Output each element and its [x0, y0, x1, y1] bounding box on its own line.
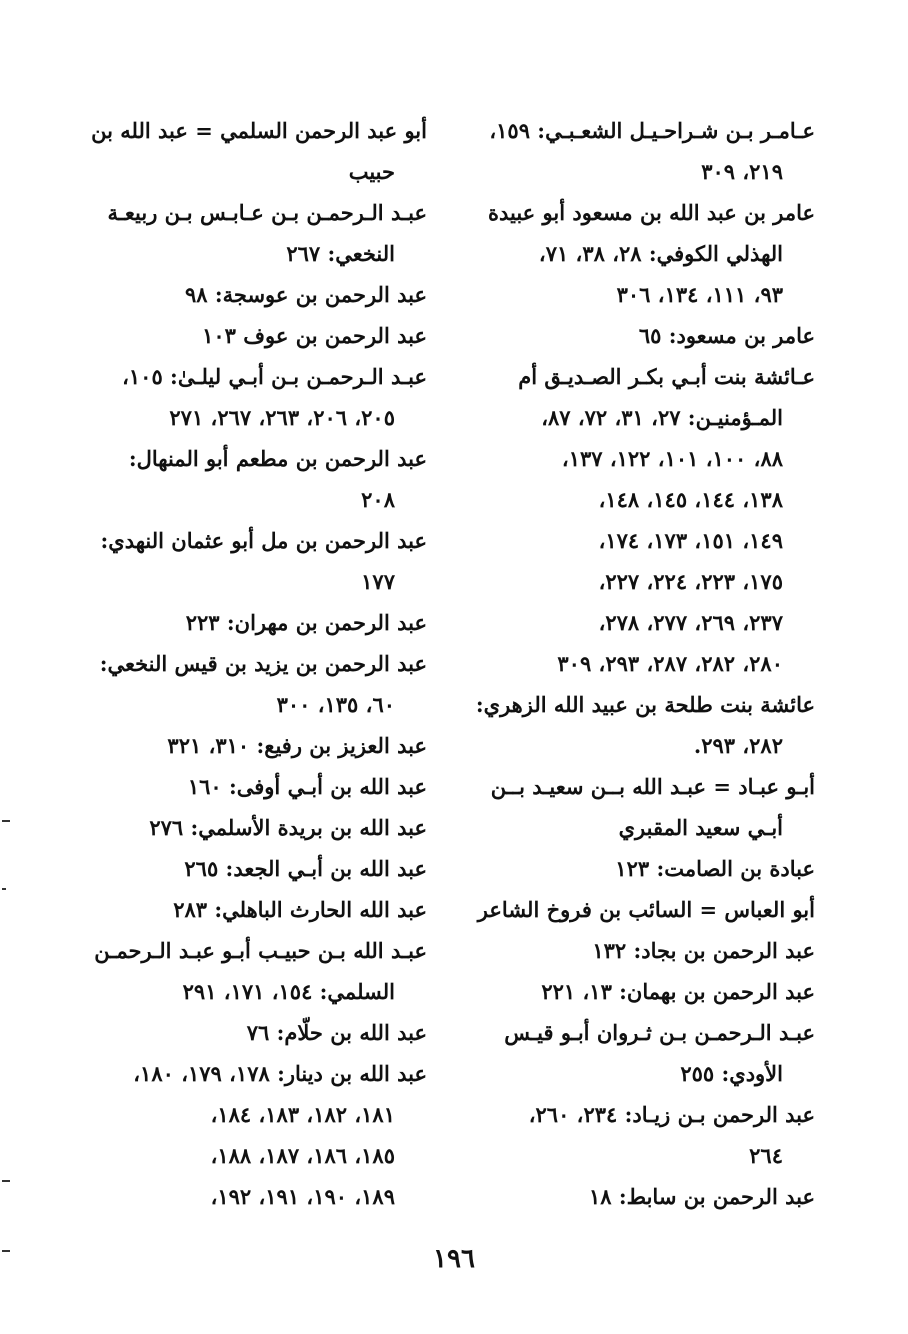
index-entry	[470, 1176, 815, 1217]
index-entry	[82, 602, 427, 643]
entry-continuation-line: ٢٨٠، ٢٨٢، ٢٨٧، ٢٩٣، ٣٠٩	[557, 651, 783, 676]
index-entry	[82, 725, 427, 766]
index-column-left	[82, 110, 427, 1217]
entry-line: عبد الله بن حلّام: ٧٦	[246, 1020, 427, 1045]
entry-continuation-line: ٢١٩، ٣٠٩	[701, 159, 783, 184]
index-entry	[82, 889, 427, 930]
index-entry	[82, 643, 427, 725]
index-entry	[82, 848, 427, 889]
index-column-right	[470, 110, 815, 1217]
entry-line: عبد الرحمن بن عوسجة: ٩٨	[185, 282, 427, 307]
index-entry	[470, 930, 815, 971]
page-number: ١٩٦	[433, 1244, 475, 1274]
entry-continuation-line: ٢٦٤	[749, 1143, 783, 1168]
entry-continuation-line: ١٤٩، ١٥١، ١٧٣، ١٧٤،	[598, 528, 783, 553]
entry-line: عبـد الـرحمـن بـن عـابـس بـن ربيعـة	[107, 200, 427, 225]
index-entry	[470, 1094, 815, 1176]
entry-line: عبد الرحمن بـن زيـاد: ٢٣٤، ٢٦٠،	[528, 1102, 815, 1127]
index-entry	[82, 356, 427, 438]
entry-line: عامر بن عبد الله بن مسعود أبو عبيدة	[487, 200, 815, 225]
index-entry	[82, 766, 427, 807]
entry-continuation-line: أبـي سعيد المقبري	[618, 815, 783, 840]
margin-mark	[2, 820, 10, 822]
index-entry	[470, 110, 815, 192]
index-entry	[470, 192, 815, 315]
entry-line: عبد الله بن أبـي الجعد: ٢٦٥	[184, 856, 427, 881]
index-entry	[470, 889, 815, 930]
entry-continuation-line: ٢٨٢، ٢٩٣.	[693, 733, 783, 758]
entry-line: عبد الرحمن بن بجاد: ١٣٢	[592, 938, 815, 963]
entry-line: عبد الله بن أبـي أوفى: ١٦٠	[187, 774, 427, 799]
entry-continuation-line: حبيب	[348, 159, 395, 184]
entry-continuation-line: ٩٣، ١١١، ١٣٤، ٣٠٦	[616, 282, 783, 307]
entry-line: عبد العزيز بن رفيع: ٣١٠، ٣٢١	[167, 733, 427, 758]
index-entry	[82, 110, 427, 192]
entry-line: عبد الله بن بريدة الأسلمي: ٢٧٦	[149, 815, 427, 840]
entry-continuation-line: ١٧٥، ٢٢٣، ٢٢٤، ٢٢٧،	[598, 569, 783, 594]
entry-line: عبادة بن الصامت: ١٢٣	[615, 856, 815, 881]
index-entry	[470, 848, 815, 889]
entry-continuation-line: ١٨٥، ١٨٦، ١٨٧، ١٨٨،	[210, 1143, 395, 1168]
index-entry	[470, 684, 815, 766]
index-entry	[470, 766, 815, 848]
entry-continuation-line: الأودي: ٢٥٥	[680, 1061, 783, 1086]
entry-line: أبو عبد الرحمن السلمي = عبد الله بن	[91, 118, 427, 143]
entry-line: عـائشة بنت أبـي بكـر الصـديـق أم	[518, 364, 815, 389]
entry-line: عبد الرحمن بن مهران: ٢٢٣	[185, 610, 427, 635]
index-entry	[82, 315, 427, 356]
entry-continuation-line: ١٨١، ١٨٢، ١٨٣، ١٨٤،	[210, 1102, 395, 1127]
entry-line: عائشة بنت طلحة بن عبيد الله الزهري:	[475, 692, 815, 717]
index-entry	[470, 315, 815, 356]
entry-line: عبد الله بن دينار: ١٧٨، ١٧٩، ١٨٠،	[133, 1061, 427, 1086]
entry-line: عـامـر بـن شـراحـيـل الشعـبـي: ١٥٩،	[489, 118, 815, 143]
entry-line: عبـد الـرحمـن بـن ثـروان أبـو قيـس	[504, 1020, 815, 1045]
index-entry	[82, 274, 427, 315]
entry-line: عبد الرحمن بن بهمان: ١٣، ٢٢١	[541, 979, 815, 1004]
index-entry	[82, 438, 427, 520]
entry-continuation-line: المـؤمنيـن: ٢٧، ٣١، ٧٢، ٨٧،	[541, 405, 783, 430]
index-entry	[82, 930, 427, 1012]
index-entry	[82, 1012, 427, 1053]
entry-continuation-line: ١٨٩، ١٩٠، ١٩١، ١٩٢،	[210, 1184, 395, 1209]
entry-continuation-line: ١٣٨، ١٤٤، ١٤٥، ١٤٨،	[598, 487, 783, 512]
entry-continuation-line: السلمي: ١٥٤، ١٧١، ٢٩١	[182, 979, 395, 1004]
entry-line: عبد الله الحارث الباهلي: ٢٨٣	[173, 897, 427, 922]
entry-continuation-line: ١٧٧	[361, 569, 395, 594]
entry-continuation-line: الهذلي الكوفي: ٢٨، ٣٨، ٧١،	[538, 241, 783, 266]
margin-mark	[2, 1250, 10, 1252]
entry-line: أبو العباس = السائب بن فروخ الشاعر	[477, 897, 815, 922]
entry-continuation-line: ٢٠٨	[361, 487, 395, 512]
entry-line: عبد الرحمن بن عوف ١٠٣	[202, 323, 427, 348]
margin-mark	[2, 888, 6, 890]
index-entry	[82, 192, 427, 274]
index-entry	[470, 971, 815, 1012]
index-entry	[470, 356, 815, 684]
entry-continuation-line: ٢٠٥، ٢٠٦، ٢٦٣، ٢٦٧، ٢٧١	[169, 405, 395, 430]
entry-line: عبد الرحمن بن يزيد بن قيس النخعي:	[99, 651, 427, 676]
entry-line: أبـو عبـاد = عبـد الله بــن سعيـد بــن	[490, 774, 815, 799]
index-entry	[470, 1012, 815, 1094]
entry-line: عبـد الله بـن حبيـب أبـو عبـد الـرحمـن	[94, 938, 427, 963]
entry-continuation-line: ٨٨، ١٠٠، ١٠١، ١٢٢، ١٣٧،	[561, 446, 783, 471]
entry-line: عبـد الـرحمـن بـن أبـي ليلـىٰ: ١٠٥،	[122, 364, 427, 389]
index-entry	[82, 1053, 427, 1217]
index-entry	[82, 807, 427, 848]
entry-continuation-line: النخعي: ٢٦٧	[286, 241, 395, 266]
index-entry	[82, 520, 427, 602]
entry-line: عبد الرحمن بن مطعم أبو المنهال:	[128, 446, 427, 471]
entry-line: عبد الرحمن بن سابط: ١٨	[589, 1184, 815, 1209]
entry-line: عبد الرحمن بن مل أبو عثمان النهدي:	[100, 528, 427, 553]
entry-continuation-line: ٦٠، ١٣٥، ٣٠٠	[276, 692, 395, 717]
entry-continuation-line: ٢٣٧، ٢٦٩، ٢٧٧، ٢٧٨،	[598, 610, 783, 635]
margin-mark	[2, 1180, 10, 1182]
entry-line: عامر بن مسعود: ٦٥	[638, 323, 815, 348]
